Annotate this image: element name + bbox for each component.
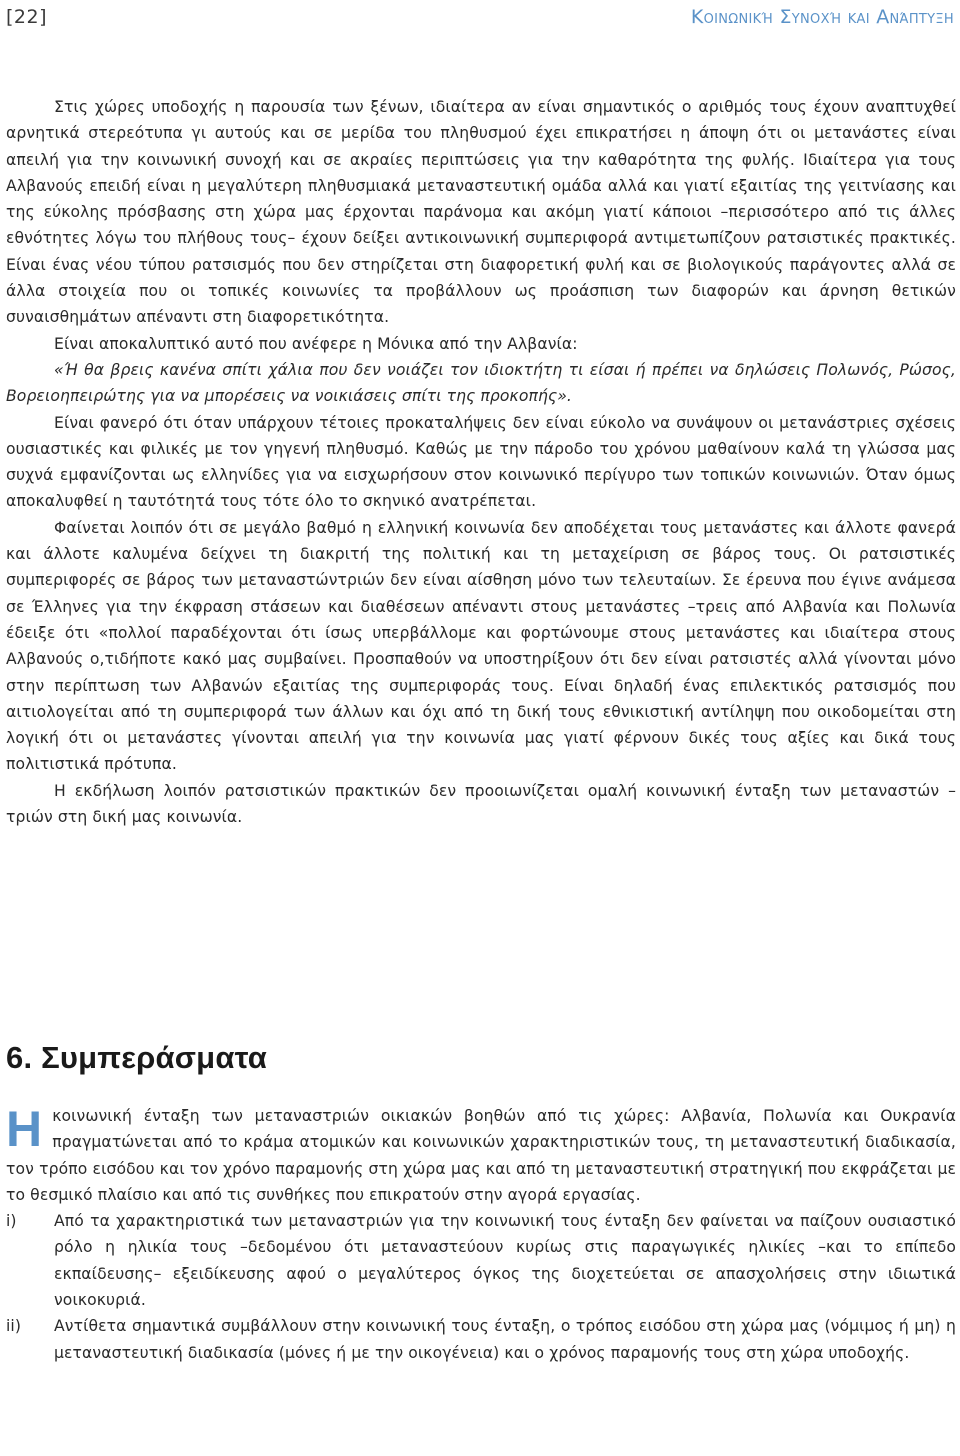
body-text: [6, 94, 956, 830]
list-marker: ii): [6, 1317, 22, 1336]
section-heading: 6. Συμπεράσματα: [6, 1040, 268, 1075]
section-intro: [6, 1103, 956, 1208]
paragraph: Η εκδήλωση λοιπόν ρατσιστικών πρακτικών δεν προοιωνίζεται ομαλή κοινωνική ένταξη των μεταναστών –τριών στη δική μας κοινωνία.: [6, 781, 956, 827]
list-item: [6, 1208, 956, 1313]
running-title: Κοινωνική Συνοχή και Ανάπτυξη: [690, 6, 954, 28]
section-intro-text: κοινωνική ένταξη των μεταναστριών οικιακών βοηθών από τις χώρες: Αλβανία, Πολωνία και Ουκρανία πραγματώνεται από το κράμα ατομικών και κοινωνικών χαρακτηριστικών τους, τη μεταναστευτική διαδικασία, τον τρόπο εισόδου και τον χρόνο παραμονής στη χώρα μας και από τη μεταναστευτική στρατηγική που εκφράζεται με το θεσμικό πλαίσιο και από τις συνθήκες που επικρατούν στην αγορά εργασίας.: [6, 1107, 956, 1204]
section-body: [6, 1103, 956, 1366]
list-item-text: Αντίθετα σημαντικά συμβάλλουν στην κοινωνική τους ένταξη, ο τρόπος εισόδου στη χώρα μας (νόμιμος ή μη) η μεταναστευτική διαδικασία (μόνες ή με την οικογένεια) και ο χρόνος παραμονής τους στη χώρα υποδοχής.: [54, 1317, 956, 1362]
list-item-text: Από τα χαρακτηριστικά των μεταναστριών για την κοινωνική τους ένταξη δεν φαίνεται να παίζουν ουσιαστικό ρόλο η ηλικία τους –δεδομένου ότι μεταναστεύουν κυρίως στις παραγωγικές ηλικίες –και το επίπεδο εκπαίδευσης– εξειδίκευσης αφού ο μεγαλύτερος όγκος της διοχετεύεται σε απασχολήσεις στην ιδιωτικά νοικοκυριά.: [54, 1212, 956, 1310]
paragraph: Φαίνεται λοιπόν ότι σε μεγάλο βαθμό η ελληνική κοινωνία δεν αποδέχεται τους μετανάστες και άλλοτε φανερά και άλλοτε καλυμένα δείχνει τη διακριτή της πολιτική και τη μεταχείριση σε βάρος τους. Οι ρατσιστικές συμπεριφορές σε βάρος των μεταναστώντριών δεν είναι αίσθηση μόνο των τελευταίων. Σε έρευνα που έγινε ανάμεσα σε Έλληνες για την έκφραση στάσεων και διαθέσεων απέναντι στους μετανάστες –τρεις από Αλβανία και Πολωνία έδειξε ότι «πολλοί παραδέχονται ότι ίσως υπερβάλλομε και φορτώνουμε στους μετανάστες και ιδιαίτερα στους Αλβανούς ο,τιδήποτε κακό μας συμβαίνει. Προσπαθούν να υποστηρίξουν ότι δεν είναι ρατσιστές αλλά γίνονται μόνο στην περίπτωση των Αλβανών εξαιτίας της συμπεριφοράς τους. Είναι δηλαδή ένας επιλεκτικός ρατσισμός που αιτιολογείται από τη συμπεριφορά των άλλων και όχι από τη δική τους εθνικιστική αντίληψη που οικοδομείται στη λογική ότι οι μετανάστες γίνονται απειλή για την κοινωνία μας γιατί φέρνουν δικές τους αξίες και δικά τους πολιτιστικά πρότυπα.: [6, 518, 956, 774]
list-marker: i): [6, 1212, 17, 1231]
drop-cap: Η: [6, 1101, 43, 1157]
paragraph: Στις χώρες υποδοχής η παρουσία των ξένων, ιδιαίτερα αν είναι σημαντικός ο αριθμός τους έχουν αναπτυχθεί αρνητικά στερεότυπα γι αυτούς και σε μερίδα του πληθυσμού έχει επικρατήσει η άποψη ότι οι μετανάστες είναι απειλή για την κοινωνική συνοχή και σε ακραίες περιπτώσεις για την καθαρότητα της φυλής. Ιδιαίτερα για τους Αλβανούς επειδή είναι η μεγαλύτερη πληθυσμιακά μεταναστευτική ομάδα αλλά και γιατί εξαιτίας της γειτνίασης και της εύκολης πρόσβασης στη χώρα μας έρχονται παράνομα και ακόμη γιατί κάποιοι –περισσότερο από τις άλλες εθνότητες λόγω του πλήθους τους– έχουν δείξει αντικοινωνική συμπεριφορά αντιμετωπίζουν ρατσιστικές πρακτικές. Είναι ένας νέου τύπου ρατσισμός που δεν στηρίζεται στη διαφορετική φυλή και σε βιολογικούς παράγοντες αλλά σε άλλα στοιχεία που οι τοπικές κοινωνίες τα προβάλλουν ως προάσπιση των διαφορών και άρνηση θετικών συναισθημάτων απέναντι στη διαφορετικότητα.: [6, 98, 956, 327]
list-item: [6, 1313, 956, 1366]
quote-paragraph: «Ή θα βρεις κανένα σπίτι χάλια που δεν νοιάζει τον ιδιοκτήτη τι είσαι ή πρέπει να δηλώσεις Πολωνός, Ρώσος, Βορειοηπειρώτης για να μπορέσεις να νοικιάσεις σπίτι της προκοπής».: [6, 360, 956, 406]
paragraph: Είναι φανερό ότι όταν υπάρχουν τέτοιες προκαταλήψεις δεν είναι εύκολο να συνάψουν οι μετανάστριες σχέσεις ουσιαστικές και φιλικές με τον γηγενή πληθυσμό. Καθώς με την πάροδο του χρόνου μαθαίνουν καλά τη γλώσσα μας συχνά εμφανίζονται ως ελληνίδες για να εισχωρήσουν στον κοινωνικό περίγυρο των τοπικών κοινωνιών. Όταν όμως αποκαλυφθεί η ταυτότητά τους τότε όλο το σκηνικό ανατρέπεται.: [6, 413, 956, 511]
page-header: [6, 6, 954, 34]
paragraph: Είναι αποκαλυπτικό αυτό που ανέφερε η Μόνικα από την Αλβανία:: [54, 334, 578, 353]
page-number: [22]: [6, 6, 48, 28]
